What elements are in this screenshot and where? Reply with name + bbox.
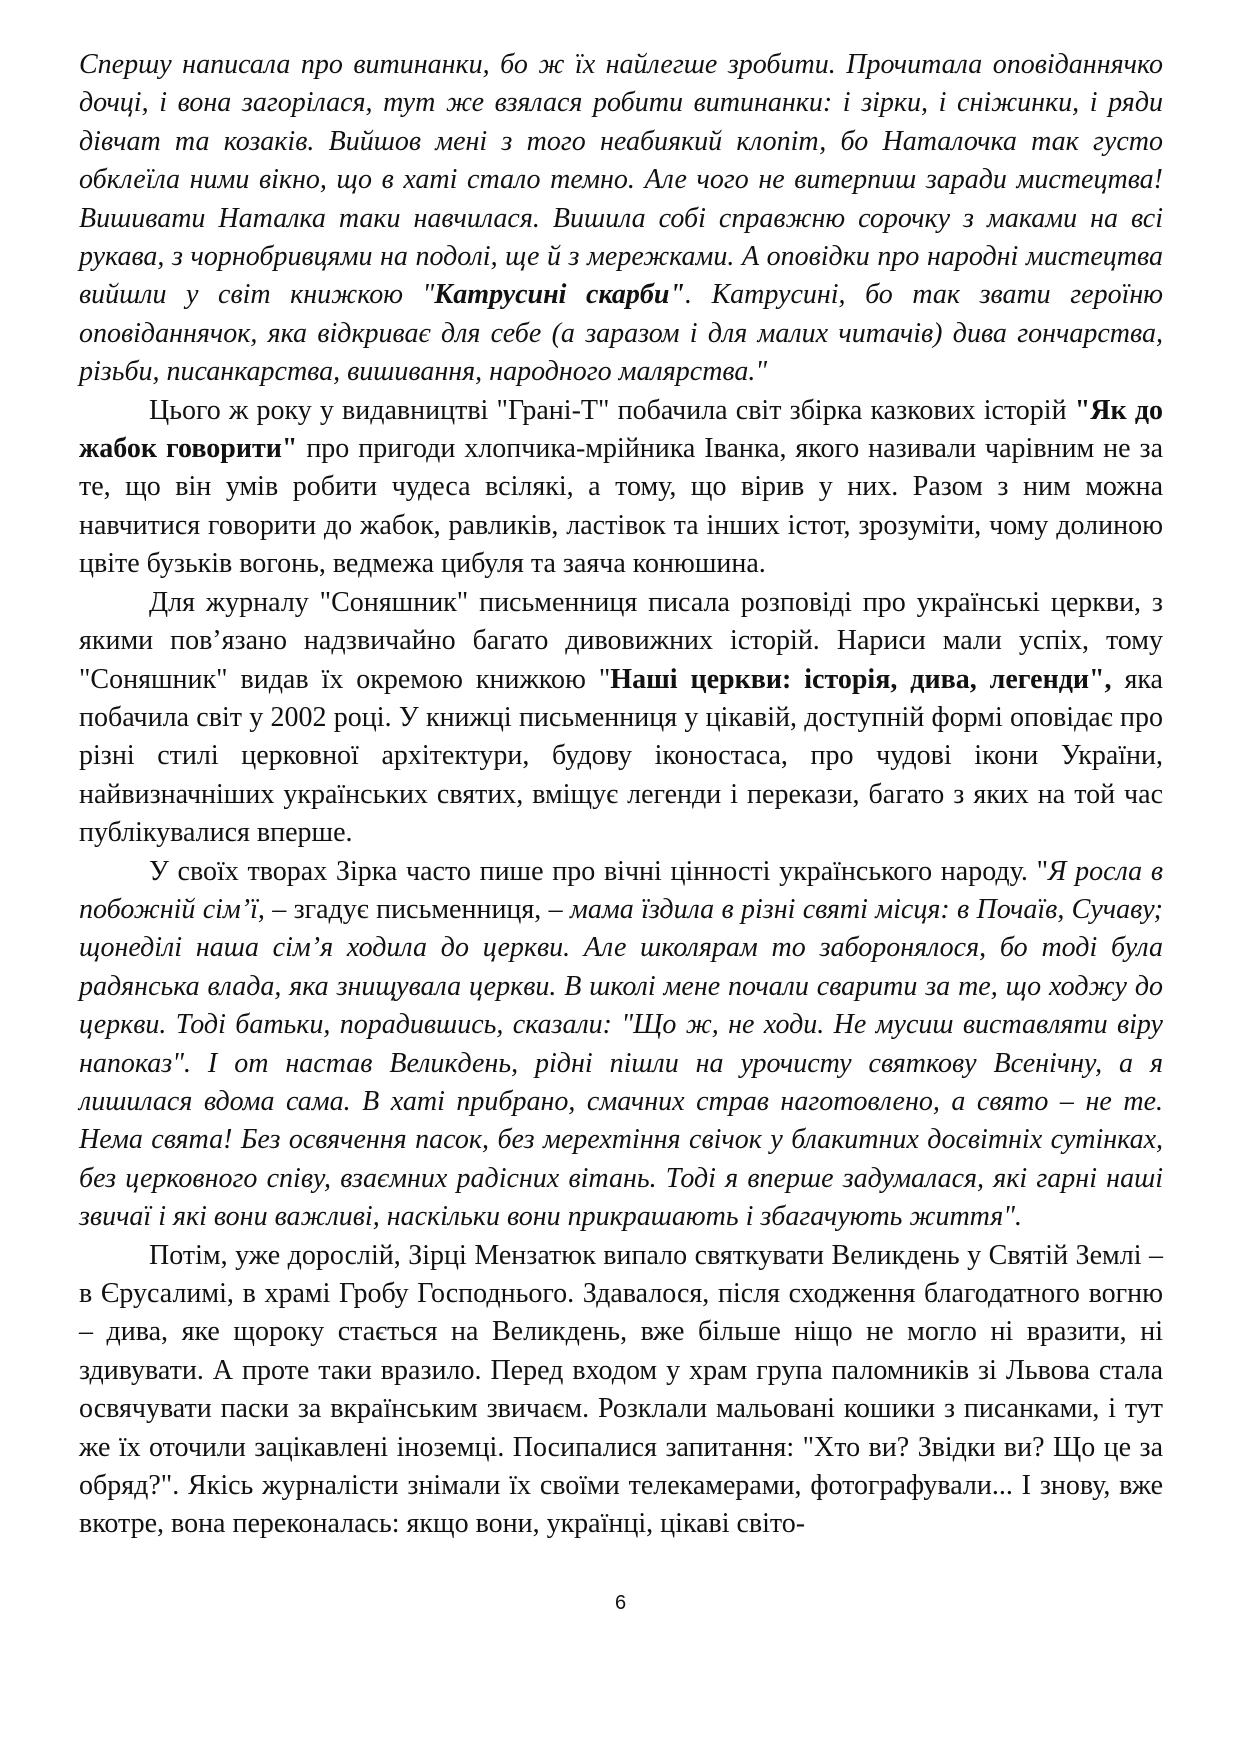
book-title-nashi-tserkvy: Наші церкви: історія, дива, легенди", <box>610 663 1112 695</box>
book-title-yak-do-zhabok: "Як до жабок говорити" <box>79 394 1164 465</box>
quote-start: Я росла в побожній сім’ї, <box>79 855 1163 925</box>
text-run: Цього ж року у видавництві "Грані-Т" побачила світ збірка казкових історій <box>149 394 1075 426</box>
text-run: . Катрусині, бо так звати героїню оповіданнячок, яка відкриває для себе (а заразом і для малих читачів) дива гончарства, різьби, писанкарства, вишивання, народного малярства." <box>79 279 1163 388</box>
book-title-katrusyni-skarby: Катрусині скарби" <box>434 279 686 311</box>
text-run: Потім, уже дорослій, Зірці Мензатюк випало святкувати Великдень у Святій Землі – в Єрусалимі, в храмі Гробу Господнього. Здавалося, після сходження благодатного вогню – дива, яке щороку стається на Великдень, вже більше ніщо не могло ні вразити, ні здивувати. А проте таки вразило. Перед входом у храм група паломників зі Львова стала освячувати паски за вкраїнським звичаєм. Розклали мальовані кошики з писанками, і тут же їх оточили зацікавлені іноземці. Посипалися запитання: "Хто ви? Звідки ви? Що це за обряд?". Якісь журналісти знімали їх своїми телекамерами, фотографували... І знову, вже вкотре, вона переконалась: якщо вони, українці, цікаві світо- <box>79 1239 1163 1540</box>
paragraph-quote-katrusia <box>79 46 1163 392</box>
page-number: 6 <box>614 1592 627 1614</box>
text-run: Для журналу "Соняшник" письменниця писала розповіді про українські церкви, з якими пов’язано надзвичайно багато дивовижних історій. Нариси мали успіх, тому "Соняшник" видав їх окремою книжкою " <box>79 586 1163 695</box>
text-run: Спершу написала про витинанки, бо ж їх найлегше зробити. Прочитала оповіданнячко дочці, і вона загорілася, тут же взялася робити витинанки: і зірки, і сніжинки, і ряди дівчат та козаків. Вийшов мені з того неабиякий клопіт, бо Наталочка так густо обклеїла ними вікно, що в хаті стало темно. Але чого не витерпиш заради мистецтва! Вишивати Наталка таки навчилася. Вишила собі справжню сорочку з маками на всі рукава, з чорнобривцями на подолі, ще й з мережками. А оповідки про народні мистецтва вийшли у світ книжкою " <box>79 49 1163 311</box>
text-run: – згадує письменниця, – <box>264 893 570 925</box>
text-run: У своїх творах Зірка часто пише про вічні цінності українського народу. " <box>149 855 1049 887</box>
text-run: про пригоди хлопчика-мрійника Іванка, якого називали чарівним не за те, що він умів робити чудеса всілякі, а тому, що вірив у них. Разом з ним можна навчитися говорити до жабок, равликів, ластівок та інших істот, зрозуміти, чому долиною цвіте бузьків вогонь, ведмежа цибуля та заяча конюшина. <box>79 433 1164 580</box>
paragraph-jerusalem <box>79 1237 1163 1544</box>
document-page <box>79 46 1163 1544</box>
paragraph-hrani-t <box>79 392 1163 584</box>
text-run: яка побачила світ у 2002 році. У книжці письменниця у цікавій, доступній формі оповідає про різні стилі церковної архітектури, будову іконостаса, про чудові ікони України, найвизначніших українських святих, вміщує легенди і перекази, багато з яких на той час публікувалися вперше. <box>79 663 1163 849</box>
quote-continuation: мама їздила в різні святі місця: в Почаїв, Сучаву; щонеділі наша сім’я ходила до церкви. Але школярам то заборонялося, бо тоді була радянська влада, яка знищувала церкви. В школі мене почали сварити за те, що ходжу до церкви. Тоді батьки, порадившись, сказали: "Що ж, не ходи. Не мусиш виставляти віру напоказ". І от настав Великдень, рідні пішли на урочисту святкову Всенічну, а я лишилася вдома сама. В хаті прибрано, смачних страв наготовлено, а свято – не те. Нема свята! Без освячення пасок, без мерехтіння свічок у блакитних досвітніх сутінках, без церковного співу, взаємних радісних вітань. Тоді я вперше задумалася, які гарні наші звичаї і які вони важливі, наскільки вони прикрашають і збагачують життя". <box>79 893 1163 1233</box>
paragraph-sonyashnyk <box>79 584 1163 853</box>
paragraph-values-quote <box>79 853 1163 1237</box>
